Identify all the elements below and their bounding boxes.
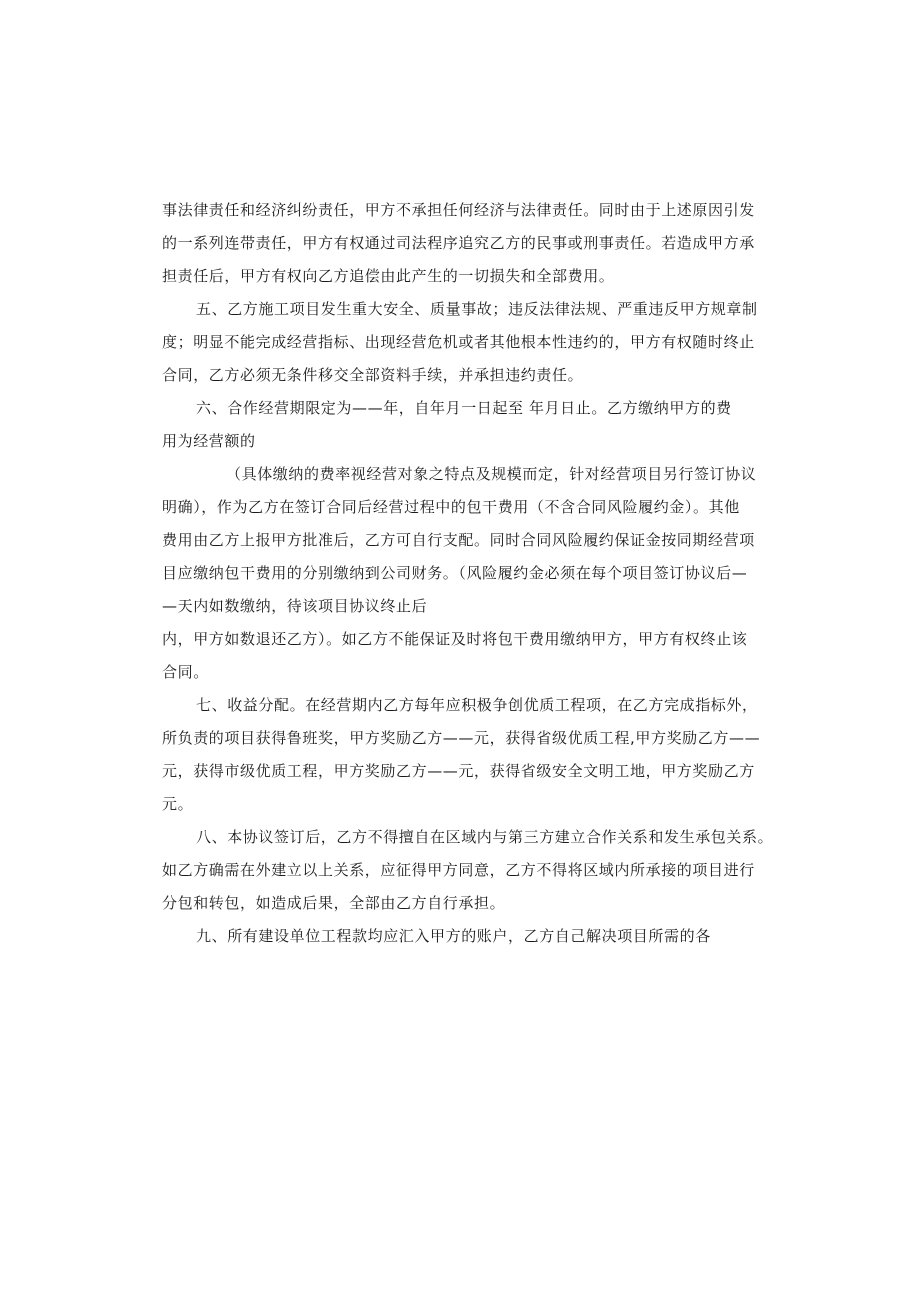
paragraph-5-start: 五、乙方施工项目发生重大安全、质量事故；违反法律法规、严重违反甲方规章制 bbox=[196, 300, 758, 318]
text-line: 元。 bbox=[162, 795, 194, 813]
text-line: 担责任后，甲方有权向乙方追偿由此产生的一切损失和全部费用。 bbox=[162, 267, 615, 285]
paragraph-9-start: 九、所有建设单位工程款均应汇入甲方的账户，乙方自己解决项目所需的各 bbox=[196, 927, 711, 945]
paragraph-8-start: 八、本协议签订后，乙方不得擅自在区域内与第三方建立合作关系和发生承包关系。 bbox=[196, 828, 774, 846]
text-line: 明确），作为乙方在签订合同后经营过程中的包干费用（不含合同风险履约金）。其他 bbox=[162, 498, 740, 516]
text-line: 度；明显不能完成经营指标、出现经营危机或者其他根本性违约的，甲方有权随时终止 bbox=[162, 333, 755, 351]
text-line: 用为经营额的 bbox=[162, 432, 256, 450]
text-line: 目应缴纳包干费用的分别缴纳到公司财务。（风险履约金必须在每个项目签订协议后— bbox=[162, 564, 748, 582]
text-line: 内，甲方如数退还乙方）。如乙方不能保证及时将包干费用缴纳甲方，甲方有权终止该 bbox=[162, 630, 748, 648]
text-line: 合同。 bbox=[162, 663, 209, 681]
paragraph-6-start: 六、合作经营期限定为——年，自年月一日起至 年月日止。乙方缴纳甲方的费 bbox=[196, 399, 732, 417]
text-line: 元，获得市级优质工程，甲方奖励乙方——元，获得省级安全文明工地，甲方奖励乙方 bbox=[162, 762, 755, 780]
text-line: 合同，乙方必须无条件移交全部资料手续，并承担违约责任。 bbox=[162, 366, 584, 384]
paragraph-7-start: 七、收益分配。在经营期内乙方每年应积极争创优质工程项，在乙方完成指标外， bbox=[196, 696, 758, 714]
text-line: —天内如数缴纳，待该项目协议终止后 bbox=[162, 597, 428, 615]
text-line: 费用由乙方上报甲方批准后，乙方可自行支配。同时合同风险履约保证金按同期经营项 bbox=[162, 531, 755, 549]
text-line: 事法律责任和经济纠纷责任，甲方不承担任何经济与法律责任。同时由于上述原因引发 bbox=[162, 201, 755, 219]
text-line: 所负责的项目获得鲁班奖，甲方奖励乙方——元，获得省级优质工程,甲方奖励乙方—— bbox=[162, 729, 761, 747]
text-line: 分包和转包，如造成后果，全部由乙方自行承担。 bbox=[162, 894, 506, 912]
text-line: 如乙方确需在外建立以上关系，应征得甲方同意，乙方不得将区域内所承接的项目进行 bbox=[162, 861, 755, 879]
text-line: （具体缴纳的费率视经营对象之特点及规模而定，针对经营项目另行签订协议 bbox=[226, 465, 757, 483]
text-line: 的一系列连带责任，甲方有权通过司法程序追究乙方的民事或刑事责任。若造成甲方承 bbox=[162, 234, 755, 252]
